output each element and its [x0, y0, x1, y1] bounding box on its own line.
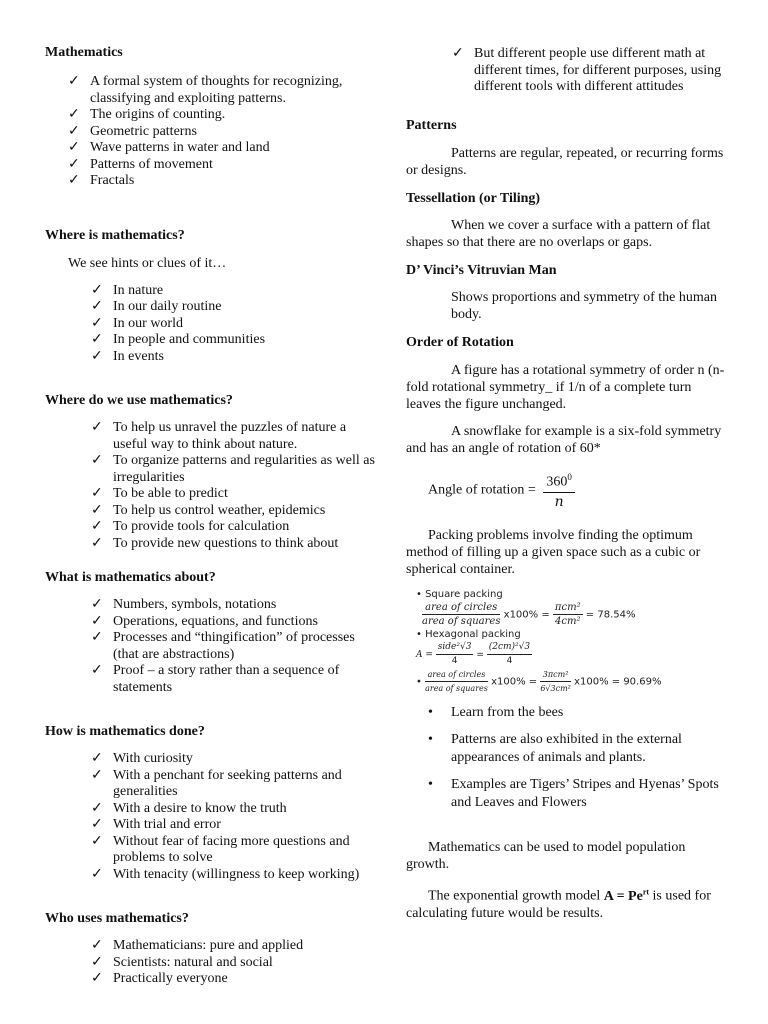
check-icon: ✓	[91, 282, 103, 298]
check-icon: ✓	[91, 833, 103, 849]
check-icon: ✓	[91, 315, 103, 331]
bullet-item: • Examples are Tigers’ Stripes and Hyenas’ Spots and Leaves and Flowers	[428, 777, 719, 810]
list-item: ✓ Wave patterns in water and land	[68, 140, 270, 155]
hx-mid: x100% =	[491, 676, 538, 687]
list-item: ✓ To provide new questions to think about	[91, 535, 339, 551]
heading-tessellation: Tessellation (or Tiling)	[406, 190, 541, 206]
sq-mid: x100% =	[503, 609, 550, 620]
list-item: ✓ In our world	[91, 315, 183, 331]
check-icon: ✓	[68, 107, 80, 122]
check-icon: ✓	[91, 954, 103, 970]
list-item: ✓ To be able to predict	[91, 486, 228, 501]
check-icon: ✓	[452, 46, 464, 61]
bullet-item: • Learn from the bees	[428, 704, 564, 720]
list-item: ✓ In people and communities	[91, 332, 266, 347]
exponential-model: $A = Pe^{rt}$	[603, 887, 650, 904]
hex-percent-formula: • area of circles area of squares x100% = 3πcm² 6√3cm² x100% = 90.69%	[416, 669, 662, 693]
sq-frac-top: area of circles	[422, 601, 500, 615]
tessellation-text: When we cover a surface with a pattern of flat shapes so that there are no overlaps or gaps.	[406, 217, 711, 250]
list-item: ✓ Mathematicians: pure and applied	[91, 938, 304, 953]
hx-pi-bot: 6√3cm²	[540, 683, 571, 693]
check-icon: ✓	[91, 817, 103, 832]
heading-how-done: How is mathematics done?	[45, 724, 205, 739]
angle-formula	[428, 469, 726, 511]
where-is-list	[91, 282, 375, 366]
hx-frac-bot: area of squares	[425, 683, 488, 693]
mathematics-list	[68, 74, 375, 190]
where-use-list	[91, 420, 375, 552]
who-uses-list	[91, 938, 375, 988]
check-icon: ✓	[91, 767, 103, 783]
check-icon: ✓	[91, 299, 103, 314]
list-item: ✓ With curiosity	[91, 751, 193, 766]
population-text: Mathematics can be used to model population growth.	[406, 840, 686, 872]
check-icon: ✓	[91, 663, 103, 678]
check-icon: ✓	[68, 123, 80, 139]
hex-f2-bot: 4	[506, 655, 513, 666]
patterns-text: Patterns are regular, repeated, or recurring forms or designs.	[406, 145, 724, 178]
bullet-item: • Patterns are also exhibited in the external appearances of animals and plants.	[428, 732, 682, 765]
what-about-list	[91, 597, 375, 696]
list-item: ✓ Patterns of movement	[68, 156, 213, 172]
list-item: ✓ To help us control weather, epidemics	[91, 502, 326, 518]
hx-result: x100% = 90.69%	[574, 676, 662, 687]
check-icon: ✓	[91, 535, 103, 551]
square-packing-label: • Square packing	[416, 588, 503, 600]
list-item: ✓ In our daily routine	[91, 299, 222, 314]
exponential-text: The exponential growth model $A = Pe^{rt}$ is used for calculating future would be results.	[406, 887, 711, 921]
where-is-intro: We see hints or clues of it…	[68, 255, 227, 271]
hex-packing-label: • Hexagonal packing	[416, 628, 521, 640]
check-icon: ✓	[91, 971, 103, 986]
heading-where-use-math: Where do we use mathematics?	[45, 393, 233, 408]
formula-label: Angle of rotation =	[428, 481, 536, 497]
check-icon: ✓	[91, 453, 103, 468]
formula-numerator: 360	[546, 474, 568, 490]
list-item: ✓ In nature	[91, 282, 164, 298]
right-column	[406, 44, 726, 922]
bullet-icon: •	[428, 732, 433, 747]
list-item: ✓ Without fear of facing more questions and problems to solve	[91, 833, 350, 865]
formula-degree: 0	[567, 471, 572, 482]
left-column	[45, 44, 375, 988]
list-item: ✓ With a desire to know the truth	[91, 800, 287, 816]
heading-order-rotation: Order of Rotation	[406, 334, 514, 350]
packing-text: Packing problems involve finding the optimum method of filling up a given space such as a cubic or spherical container.	[406, 527, 701, 577]
hex-A: A =	[416, 649, 433, 660]
sq-frac-bot: area of squares	[422, 615, 501, 627]
list-item: ✓ To provide tools for calculation	[91, 519, 290, 534]
hx-frac-top: area of circles	[425, 668, 488, 682]
list-item: ✓ Proof – a story rather than a sequence of statements	[91, 663, 340, 695]
list-item: ✓ To help us unravel the puzzles of nature a useful way to think about nature.	[91, 420, 347, 452]
check-icon: ✓	[91, 938, 103, 953]
heading-who-uses: Who uses mathematics?	[45, 911, 189, 926]
packing-formulas-image	[416, 588, 726, 693]
check-icon: ✓	[91, 800, 103, 816]
check-icon: ✓	[91, 332, 103, 347]
hex-f1-bot: 4	[451, 655, 458, 666]
sq-pi-bot: 4cm²	[555, 615, 581, 627]
check-icon: ✓	[68, 74, 80, 89]
list-item: ✓ Practically everyone	[91, 971, 228, 986]
formula-fraction	[543, 469, 575, 512]
heading-patterns: Patterns	[406, 117, 457, 133]
check-icon: ✓	[91, 613, 103, 629]
bullet-icon: •	[428, 777, 433, 792]
list-item: ✓ Processes and “thingification” of processes (that are abstractions)	[91, 630, 355, 662]
check-icon: ✓	[91, 486, 103, 501]
list-item: ✓ The origins of counting.	[68, 107, 226, 122]
list-item: ✓ To organize patterns and regularities as well as irregularities	[91, 453, 375, 485]
list-item: ✓ With tenacity (willingness to keep working)	[91, 866, 360, 882]
check-icon: ✓	[91, 502, 103, 518]
rotation-paragraph-2: A snowflake for example is a six-fold symmetry and has an angle of rotation of 60*	[406, 423, 722, 456]
heading-where-is-math: Where is mathematics?	[45, 227, 185, 243]
check-icon: ✓	[68, 140, 80, 155]
list-item: ✓ With a penchant for seeking patterns and generalities	[91, 767, 342, 799]
square-packing-formula	[422, 601, 726, 628]
bees-bullet-list	[406, 704, 726, 812]
heading-what-about: What is mathematics about?	[45, 570, 216, 585]
heading-mathematics: Mathematics	[45, 45, 123, 60]
hx-pi-top: 3πcm²	[540, 668, 571, 682]
check-icon: ✓	[68, 156, 80, 172]
sq-result: = 78.54%	[585, 609, 636, 620]
bullet-icon: •	[428, 704, 433, 720]
vitruvian-text: Shows proportions and symmetry of the human body.	[451, 289, 717, 322]
hex-f1-top: side²√3	[436, 641, 474, 655]
check-icon: ✓	[68, 173, 80, 188]
list-item: ✓ Geometric patterns	[68, 123, 197, 139]
check-icon: ✓	[91, 751, 103, 766]
hex-eq: =	[476, 649, 484, 660]
list-item: ✓ In events	[91, 348, 164, 364]
list-item: ✓ Operations, equations, and functions	[91, 613, 318, 629]
check-icon: ✓	[91, 630, 103, 645]
formula-denominator: n	[554, 494, 564, 511]
check-icon: ✓	[91, 866, 103, 882]
sq-pi-top: πcm²	[554, 601, 581, 613]
hex-f2-top: (2cm)²√3	[487, 641, 532, 655]
check-icon: ✓	[91, 420, 103, 435]
list-item: ✓ Fractals	[68, 173, 135, 188]
check-icon: ✓	[91, 597, 103, 612]
hex-area-formula	[416, 641, 726, 668]
list-item: ✓ Scientists: natural and social	[91, 954, 273, 970]
list-item: ✓ With trial and error	[91, 817, 221, 832]
heading-vitruvian: D’ Vinci’s Vitruvian Man	[406, 262, 557, 278]
list-item: ✓ But different people use different math at different times, for different purposes, using different tools with different attitudes	[452, 46, 722, 94]
check-icon: ✓	[91, 348, 103, 364]
rotation-paragraph-1: A figure has a rotational symmetry of order n (n-fold rotational symmetry_ if 1/n of a complete turn leaves the figure unchanged.	[406, 362, 725, 412]
check-icon: ✓	[91, 519, 103, 534]
list-item: ✓ A formal system of thoughts for recognizing, classifying and exploiting patterns.	[68, 74, 343, 106]
list-item: ✓ Numbers, symbols, notations	[91, 597, 277, 612]
how-done-list	[91, 751, 375, 883]
math-continued-list	[452, 46, 726, 96]
